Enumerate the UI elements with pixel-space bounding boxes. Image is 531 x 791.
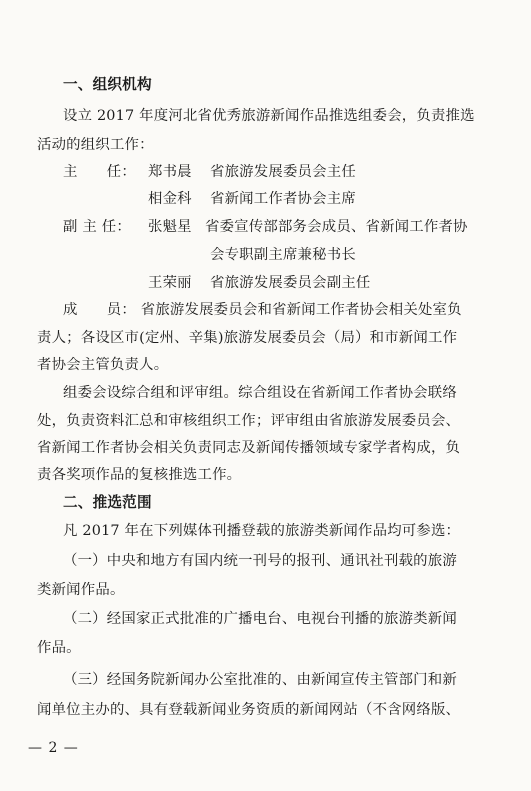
section1-heading: 一、组织机构 xyxy=(63,76,152,93)
deputy-label: 副 主 任： xyxy=(63,219,131,235)
members-line1: 成 员： 省旅游发展委员会和省新闻工作者协会相关处室负 xyxy=(63,302,462,318)
deputy1-title-line2: 会专职副主席兼秘书长 xyxy=(210,247,356,263)
director1-name: 郑书晨 xyxy=(148,164,192,180)
director-label: 主 任： xyxy=(63,164,136,180)
item1-line1: （一）中央和地方有国内统一刊号的报刊、通讯社刊载的旅游 xyxy=(63,553,457,569)
groups-line1: 组委会设综合组和评审组。综合组设在省新闻工作者协会联络 xyxy=(63,385,457,401)
director1-title: 省旅游发展委员会主任 xyxy=(210,164,356,180)
item2-line2: 作品。 xyxy=(37,640,81,656)
groups-line4: 责各奖项作品的复核推选工作。 xyxy=(37,467,242,483)
page-number: — 2 — xyxy=(28,740,79,756)
deputy2-title: 省旅游发展委员会副主任 xyxy=(210,275,371,291)
members-line3: 者协会主管负责人。 xyxy=(37,357,169,373)
groups-line2: 处，负责资料汇总和审核组织工作；评审组由省旅游发展委员会、 xyxy=(37,413,461,429)
members-line2: 责人；各设区市(定州、辛集)旅游发展委员会（局）和市新闻工作 xyxy=(37,330,458,346)
deputy2-name: 王荣丽 xyxy=(148,275,192,291)
item3-line1: （三）经国务院新闻办公室批准的、由新闻宣传主管部门和新 xyxy=(63,672,457,688)
item3-line2: 闻单位主办的、具有登载新闻业务资质的新闻网站（不含网络版、 xyxy=(37,702,461,718)
director2-name: 相金科 xyxy=(148,191,192,207)
section2-heading: 二、推选范围 xyxy=(63,494,152,511)
item2-line1: （二）经国家正式批准的广播电台、电视台刊播的旅游类新闻 xyxy=(63,611,457,627)
section2-intro: 凡 2017 年在下列媒体刊播登载的旅游类新闻作品均可参选： xyxy=(63,523,461,539)
director2-title: 省新闻工作者协会主席 xyxy=(210,191,356,207)
deputy1-name: 张魁星 xyxy=(148,219,192,235)
item1-line2: 类新闻作品。 xyxy=(37,582,125,598)
groups-line3: 省新闻工作者协会相关负责同志及新闻传播领域专家学者构成，负 xyxy=(37,440,461,456)
section1-intro-line2: 活动的组织工作： xyxy=(37,137,154,153)
deputy1-title-line1: 省委宣传部部务会成员、省新闻工作者协 xyxy=(205,219,468,235)
section1-intro-line1: 设立 2017 年度河北省优秀旅游新闻作品推选组委会，负责推选 xyxy=(63,108,475,124)
